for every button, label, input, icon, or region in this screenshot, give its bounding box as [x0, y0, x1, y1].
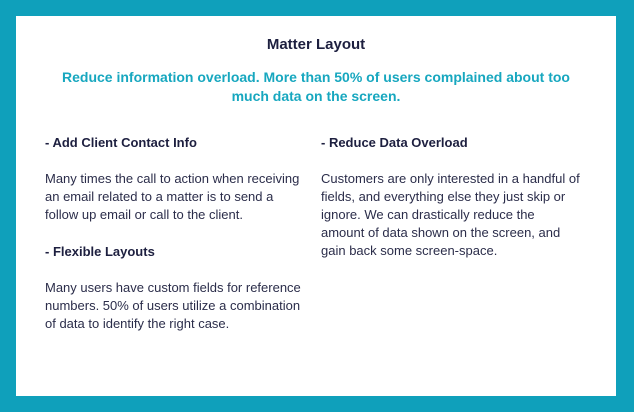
section-heading: - Reduce Data Overload — [321, 135, 468, 150]
section-body: Customers are only interested in a handful of fields, and everything else they just skip or ignore. We can drastically reduce the amount of data shown on the screen, and gain back some screen-space. — [321, 171, 580, 258]
section-reduce-data-overload — [321, 134, 581, 260]
slide-subtitle: Reduce information overload. More than 50% of users complained about too much data on the screen. — [62, 69, 570, 104]
slide-title: Matter Layout — [266, 36, 366, 53]
right-column — [321, 134, 581, 260]
section-flexible-layouts — [45, 243, 305, 333]
left-column — [45, 134, 305, 333]
section-body: Many users have custom fields for reference numbers. 50% of users utilize a combination of data to identify the right case. — [45, 280, 301, 331]
slide-card — [16, 16, 616, 396]
section-body: Many times the call to action when receiving an email related to a matter is to send a follow up email or call to the client. — [45, 171, 300, 222]
section-heading: - Add Client Contact Info — [45, 135, 197, 150]
section-client-contact — [45, 134, 305, 224]
section-heading: - Flexible Layouts — [45, 244, 155, 259]
